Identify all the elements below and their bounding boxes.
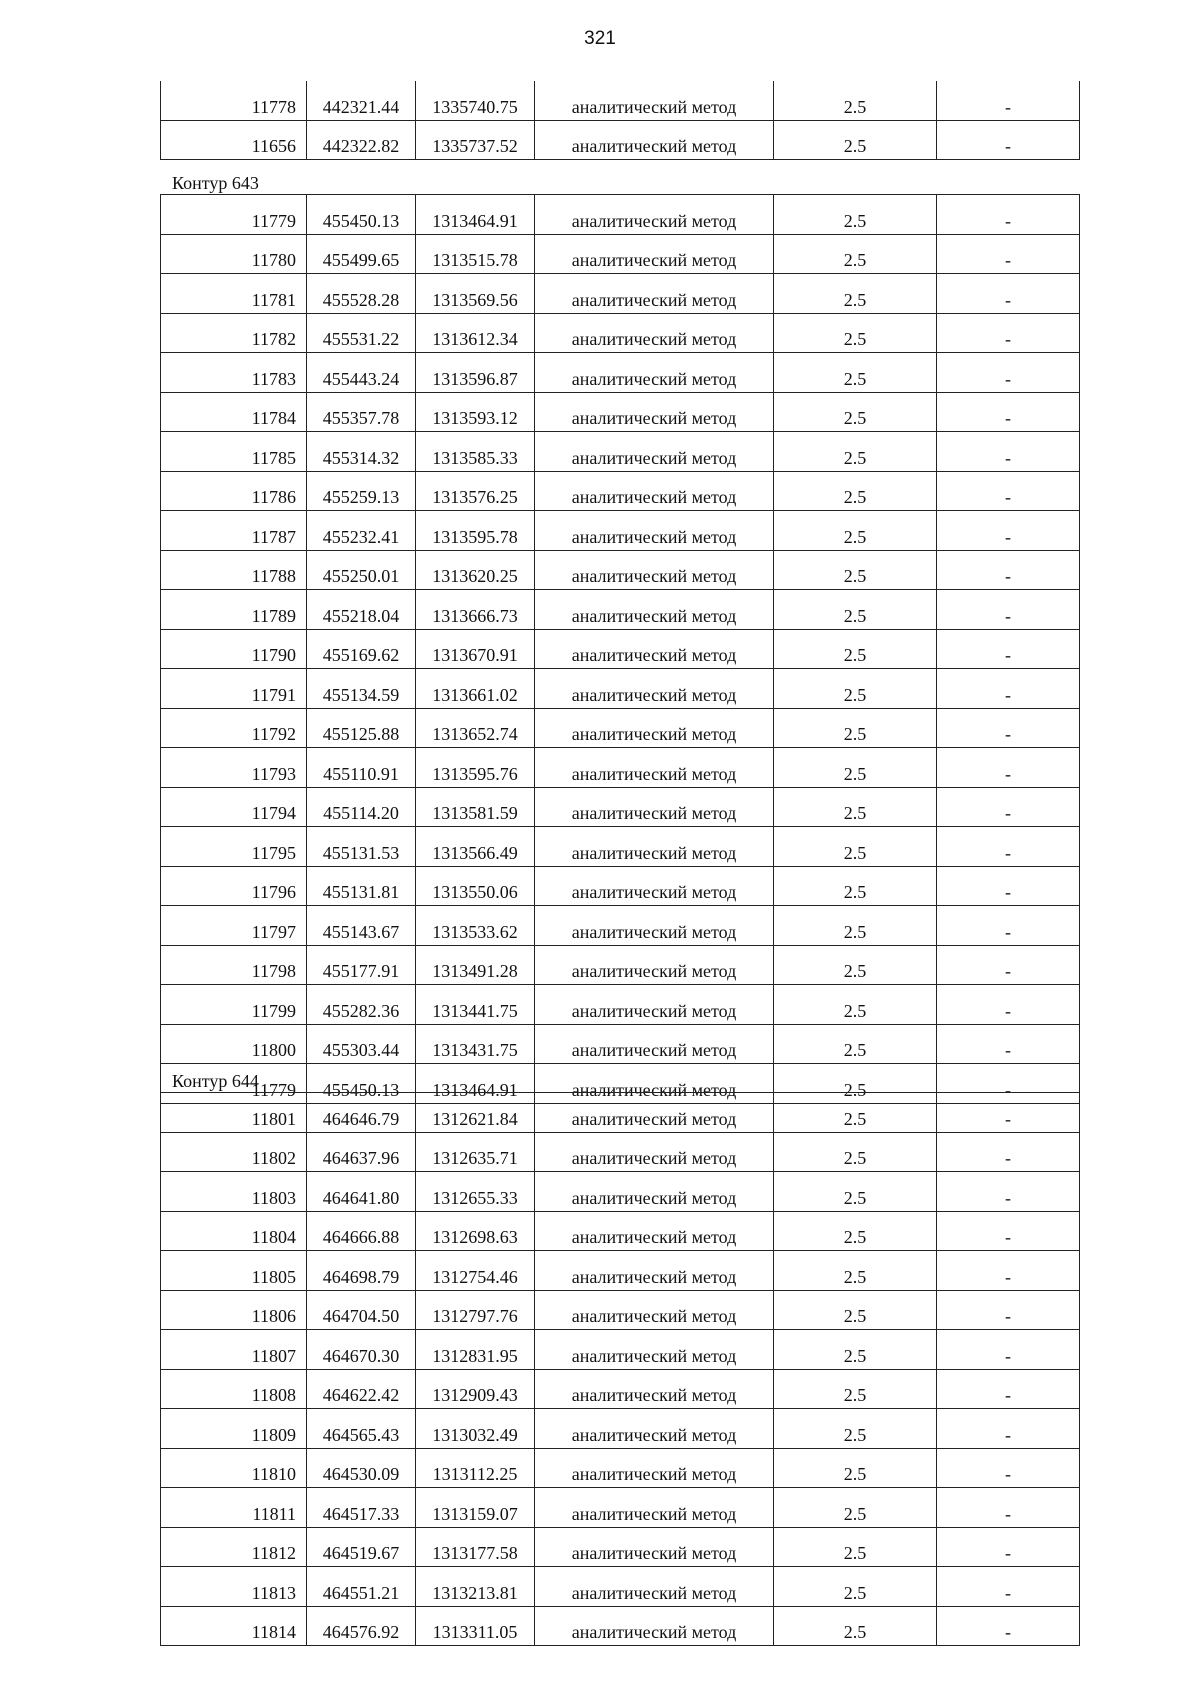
description-cell: - — [937, 985, 1080, 1025]
table-row — [161, 1024, 1080, 1064]
point-id-cell: 11656 — [161, 120, 307, 160]
method-cell: аналитический метод — [535, 748, 774, 788]
accuracy-cell: 2.5 — [774, 274, 937, 314]
description-cell: - — [937, 1448, 1080, 1488]
table-row — [161, 629, 1080, 669]
x-coordinate-cell: 455131.81 — [307, 866, 416, 906]
table-row — [161, 906, 1080, 946]
point-id-cell: 11812 — [161, 1527, 307, 1567]
table-block-contour-643 — [160, 194, 1074, 1104]
y-coordinate-cell: 1313311.05 — [416, 1606, 535, 1646]
method-cell: аналитический метод — [535, 945, 774, 985]
description-cell: - — [937, 274, 1080, 314]
x-coordinate-cell: 455528.28 — [307, 274, 416, 314]
contour-label: Контур 644 — [172, 1071, 259, 1091]
y-coordinate-cell: 1313566.49 — [416, 827, 535, 867]
description-cell: - — [937, 1330, 1080, 1370]
point-id-cell: 11783 — [161, 353, 307, 393]
y-coordinate-cell: 1312698.63 — [416, 1211, 535, 1251]
description-cell: - — [937, 1290, 1080, 1330]
x-coordinate-cell: 464576.92 — [307, 1606, 416, 1646]
x-coordinate-cell: 455250.01 — [307, 550, 416, 590]
point-id-cell: 11781 — [161, 274, 307, 314]
accuracy-cell: 2.5 — [774, 1448, 937, 1488]
accuracy-cell: 2.5 — [774, 1064, 937, 1104]
method-cell: аналитический метод — [535, 1172, 774, 1212]
method-cell: аналитический метод — [535, 234, 774, 274]
accuracy-cell: 2.5 — [774, 432, 937, 472]
y-coordinate-cell: 1312797.76 — [416, 1290, 535, 1330]
description-cell: - — [937, 1132, 1080, 1172]
description-cell: - — [937, 629, 1080, 669]
table-row — [161, 1606, 1080, 1646]
y-coordinate-cell: 1313661.02 — [416, 669, 535, 709]
accuracy-cell: 2.5 — [774, 353, 937, 393]
point-id-cell: 11794 — [161, 787, 307, 827]
method-cell: аналитический метод — [535, 471, 774, 511]
method-cell: аналитический метод — [535, 195, 774, 235]
description-cell: - — [937, 1567, 1080, 1607]
y-coordinate-cell: 1313112.25 — [416, 1448, 535, 1488]
point-id-cell: 11809 — [161, 1409, 307, 1449]
description-cell: - — [937, 1251, 1080, 1291]
method-cell: аналитический метод — [535, 511, 774, 551]
point-id-cell: 11805 — [161, 1251, 307, 1291]
table-row — [161, 313, 1080, 353]
method-cell: аналитический метод — [535, 1132, 774, 1172]
x-coordinate-cell: 442321.44 — [307, 81, 416, 120]
point-id-cell: 11793 — [161, 748, 307, 788]
y-coordinate-cell: 1312635.71 — [416, 1132, 535, 1172]
point-id-cell: 11792 — [161, 708, 307, 748]
table-row — [161, 120, 1080, 160]
method-cell: аналитический метод — [535, 1290, 774, 1330]
table-row — [161, 195, 1080, 235]
x-coordinate-cell: 455259.13 — [307, 471, 416, 511]
point-id-cell: 11811 — [161, 1488, 307, 1528]
description-cell: - — [937, 1211, 1080, 1251]
point-id-cell: 11799 — [161, 985, 307, 1025]
accuracy-cell: 2.5 — [774, 1132, 937, 1172]
point-id-cell: 11804 — [161, 1211, 307, 1251]
description-cell: - — [937, 81, 1080, 120]
point-id-cell: 11808 — [161, 1369, 307, 1409]
description-cell: - — [937, 1024, 1080, 1064]
x-coordinate-cell: 464519.67 — [307, 1527, 416, 1567]
description-cell: - — [937, 550, 1080, 590]
y-coordinate-cell: 1313464.91 — [416, 1064, 535, 1104]
x-coordinate-cell: 464622.42 — [307, 1369, 416, 1409]
method-cell: аналитический метод — [535, 590, 774, 630]
table-row — [161, 1567, 1080, 1607]
description-cell: - — [937, 313, 1080, 353]
x-coordinate-cell: 464666.88 — [307, 1211, 416, 1251]
method-cell: аналитический метод — [535, 550, 774, 590]
method-cell: аналитический метод — [535, 1330, 774, 1370]
description-cell: - — [937, 866, 1080, 906]
description-cell: - — [937, 1064, 1080, 1104]
method-cell: аналитический метод — [535, 985, 774, 1025]
point-id-cell: 11813 — [161, 1567, 307, 1607]
coordinates-table — [160, 194, 1080, 1104]
table-row — [161, 1251, 1080, 1291]
x-coordinate-cell: 455303.44 — [307, 1024, 416, 1064]
y-coordinate-cell: 1313593.12 — [416, 392, 535, 432]
accuracy-cell: 2.5 — [774, 866, 937, 906]
accuracy-cell: 2.5 — [774, 511, 937, 551]
accuracy-cell: 2.5 — [774, 1211, 937, 1251]
y-coordinate-cell: 1313670.91 — [416, 629, 535, 669]
y-coordinate-cell: 1313159.07 — [416, 1488, 535, 1528]
accuracy-cell: 2.5 — [774, 1369, 937, 1409]
description-cell: - — [937, 827, 1080, 867]
x-coordinate-cell: 464565.43 — [307, 1409, 416, 1449]
accuracy-cell: 2.5 — [774, 906, 937, 946]
method-cell: аналитический метод — [535, 432, 774, 472]
y-coordinate-cell: 1313491.28 — [416, 945, 535, 985]
table-row — [161, 1132, 1080, 1172]
method-cell: аналитический метод — [535, 1211, 774, 1251]
table-row — [161, 550, 1080, 590]
accuracy-cell: 2.5 — [774, 1606, 937, 1646]
y-coordinate-cell: 1312655.33 — [416, 1172, 535, 1212]
x-coordinate-cell: 455531.22 — [307, 313, 416, 353]
accuracy-cell: 2.5 — [774, 1488, 937, 1528]
x-coordinate-cell: 455314.32 — [307, 432, 416, 472]
point-id-cell: 11785 — [161, 432, 307, 472]
point-id-cell: 11800 — [161, 1024, 307, 1064]
accuracy-cell: 2.5 — [774, 81, 937, 120]
contour-label: Контур 643 — [172, 173, 259, 193]
x-coordinate-cell: 455357.78 — [307, 392, 416, 432]
x-coordinate-cell: 455443.24 — [307, 353, 416, 393]
method-cell: аналитический метод — [535, 274, 774, 314]
accuracy-cell: 2.5 — [774, 120, 937, 160]
description-cell: - — [937, 669, 1080, 709]
page-number: 321 — [584, 28, 616, 49]
x-coordinate-cell: 455282.36 — [307, 985, 416, 1025]
table-row — [161, 392, 1080, 432]
y-coordinate-cell: 1313576.25 — [416, 471, 535, 511]
point-id-cell: 11806 — [161, 1290, 307, 1330]
point-id-cell: 11791 — [161, 669, 307, 709]
y-coordinate-cell: 1313585.33 — [416, 432, 535, 472]
method-cell: аналитический метод — [535, 353, 774, 393]
description-cell: - — [937, 787, 1080, 827]
description-cell: - — [937, 120, 1080, 160]
y-coordinate-cell: 1313612.34 — [416, 313, 535, 353]
method-cell: аналитический метод — [535, 1567, 774, 1607]
table-row — [161, 1409, 1080, 1449]
y-coordinate-cell: 1335740.75 — [416, 81, 535, 120]
x-coordinate-cell: 455134.59 — [307, 669, 416, 709]
point-id-cell: 11786 — [161, 471, 307, 511]
table-row — [161, 787, 1080, 827]
method-cell: аналитический метод — [535, 1409, 774, 1449]
description-cell: - — [937, 1527, 1080, 1567]
description-cell: - — [937, 234, 1080, 274]
accuracy-cell: 2.5 — [774, 827, 937, 867]
method-cell: аналитический метод — [535, 1606, 774, 1646]
table-row — [161, 432, 1080, 472]
y-coordinate-cell: 1312909.43 — [416, 1369, 535, 1409]
x-coordinate-cell: 455450.13 — [307, 195, 416, 235]
y-coordinate-cell: 1313032.49 — [416, 1409, 535, 1449]
table-row — [161, 1448, 1080, 1488]
description-cell: - — [937, 1488, 1080, 1528]
y-coordinate-cell: 1313177.58 — [416, 1527, 535, 1567]
accuracy-cell: 2.5 — [774, 1024, 937, 1064]
accuracy-cell: 2.5 — [774, 787, 937, 827]
y-coordinate-cell: 1313464.91 — [416, 195, 535, 235]
y-coordinate-cell: 1313596.87 — [416, 353, 535, 393]
point-id-cell: 11810 — [161, 1448, 307, 1488]
point-id-cell: 11796 — [161, 866, 307, 906]
accuracy-cell: 2.5 — [774, 748, 937, 788]
accuracy-cell: 2.5 — [774, 1093, 937, 1133]
point-id-cell: 11803 — [161, 1172, 307, 1212]
method-cell: аналитический метод — [535, 827, 774, 867]
method-cell: аналитический метод — [535, 1448, 774, 1488]
description-cell: - — [937, 1369, 1080, 1409]
description-cell: - — [937, 471, 1080, 511]
x-coordinate-cell: 455169.62 — [307, 629, 416, 669]
method-cell: аналитический метод — [535, 1064, 774, 1104]
table-row — [161, 1369, 1080, 1409]
point-id-cell: 11784 — [161, 392, 307, 432]
method-cell: аналитический метод — [535, 313, 774, 353]
accuracy-cell: 2.5 — [774, 629, 937, 669]
accuracy-cell: 2.5 — [774, 590, 937, 630]
point-id-cell: 11795 — [161, 827, 307, 867]
method-cell: аналитический метод — [535, 866, 774, 906]
method-cell: аналитический метод — [535, 81, 774, 120]
table-block-continued — [160, 81, 1074, 160]
point-id-cell: 11779 — [161, 1064, 307, 1104]
method-cell: аналитический метод — [535, 120, 774, 160]
x-coordinate-cell: 464637.96 — [307, 1132, 416, 1172]
y-coordinate-cell: 1313213.81 — [416, 1567, 535, 1607]
method-cell: аналитический метод — [535, 787, 774, 827]
x-coordinate-cell: 455218.04 — [307, 590, 416, 630]
table-row — [161, 471, 1080, 511]
method-cell: аналитический метод — [535, 1024, 774, 1064]
x-coordinate-cell: 464517.33 — [307, 1488, 416, 1528]
x-coordinate-cell: 442322.82 — [307, 120, 416, 160]
y-coordinate-cell: 1313441.75 — [416, 985, 535, 1025]
x-coordinate-cell: 455131.53 — [307, 827, 416, 867]
y-coordinate-cell: 1313666.73 — [416, 590, 535, 630]
method-cell: аналитический метод — [535, 1369, 774, 1409]
x-coordinate-cell: 464670.30 — [307, 1330, 416, 1370]
accuracy-cell: 2.5 — [774, 1409, 937, 1449]
table-row — [161, 1172, 1080, 1212]
method-cell: аналитический метод — [535, 629, 774, 669]
table-row — [161, 1211, 1080, 1251]
x-coordinate-cell: 464704.50 — [307, 1290, 416, 1330]
accuracy-cell: 2.5 — [774, 1330, 937, 1370]
description-cell: - — [937, 1093, 1080, 1133]
point-id-cell: 11782 — [161, 313, 307, 353]
x-coordinate-cell: 455499.65 — [307, 234, 416, 274]
table-row — [161, 1488, 1080, 1528]
table-row — [161, 866, 1080, 906]
y-coordinate-cell: 1313620.25 — [416, 550, 535, 590]
y-coordinate-cell: 1313652.74 — [416, 708, 535, 748]
table-row — [161, 1527, 1080, 1567]
method-cell: аналитический метод — [535, 708, 774, 748]
description-cell: - — [937, 353, 1080, 393]
x-coordinate-cell: 464551.21 — [307, 1567, 416, 1607]
x-coordinate-cell: 455125.88 — [307, 708, 416, 748]
coordinates-table — [160, 81, 1080, 160]
accuracy-cell: 2.5 — [774, 550, 937, 590]
description-cell: - — [937, 1172, 1080, 1212]
point-id-cell: 11802 — [161, 1132, 307, 1172]
accuracy-cell: 2.5 — [774, 669, 937, 709]
point-id-cell: 11801 — [161, 1093, 307, 1133]
accuracy-cell: 2.5 — [774, 1251, 937, 1291]
y-coordinate-cell: 1313569.56 — [416, 274, 535, 314]
description-cell: - — [937, 432, 1080, 472]
method-cell: аналитический метод — [535, 906, 774, 946]
accuracy-cell: 2.5 — [774, 1527, 937, 1567]
method-cell: аналитический метод — [535, 1251, 774, 1291]
point-id-cell: 11788 — [161, 550, 307, 590]
x-coordinate-cell: 455450.13 — [307, 1064, 416, 1104]
y-coordinate-cell: 1313581.59 — [416, 787, 535, 827]
x-coordinate-cell: 455232.41 — [307, 511, 416, 551]
description-cell: - — [937, 195, 1080, 235]
method-cell: аналитический метод — [535, 392, 774, 432]
description-cell: - — [937, 945, 1080, 985]
description-cell: - — [937, 1409, 1080, 1449]
accuracy-cell: 2.5 — [774, 313, 937, 353]
table-row — [161, 274, 1080, 314]
table-row — [161, 748, 1080, 788]
description-cell: - — [937, 906, 1080, 946]
y-coordinate-cell: 1312621.84 — [416, 1093, 535, 1133]
table-row — [161, 511, 1080, 551]
point-id-cell: 11778 — [161, 81, 307, 120]
table-row — [161, 81, 1080, 120]
accuracy-cell: 2.5 — [774, 392, 937, 432]
point-id-cell: 11779 — [161, 195, 307, 235]
table-row — [161, 353, 1080, 393]
point-id-cell: 11789 — [161, 590, 307, 630]
y-coordinate-cell: 1313550.06 — [416, 866, 535, 906]
table-row — [161, 708, 1080, 748]
description-cell: - — [937, 708, 1080, 748]
accuracy-cell: 2.5 — [774, 1290, 937, 1330]
accuracy-cell: 2.5 — [774, 471, 937, 511]
y-coordinate-cell: 1313595.76 — [416, 748, 535, 788]
point-id-cell: 11807 — [161, 1330, 307, 1370]
y-coordinate-cell: 1313595.78 — [416, 511, 535, 551]
method-cell: аналитический метод — [535, 1488, 774, 1528]
accuracy-cell: 2.5 — [774, 195, 937, 235]
y-coordinate-cell: 1312754.46 — [416, 1251, 535, 1291]
table-row — [161, 945, 1080, 985]
point-id-cell: 11797 — [161, 906, 307, 946]
method-cell: аналитический метод — [535, 1093, 774, 1133]
x-coordinate-cell: 464641.80 — [307, 1172, 416, 1212]
table-row — [161, 669, 1080, 709]
accuracy-cell: 2.5 — [774, 234, 937, 274]
x-coordinate-cell: 455177.91 — [307, 945, 416, 985]
point-id-cell: 11780 — [161, 234, 307, 274]
table-row — [161, 1290, 1080, 1330]
accuracy-cell: 2.5 — [774, 708, 937, 748]
description-cell: - — [937, 748, 1080, 788]
x-coordinate-cell: 455143.67 — [307, 906, 416, 946]
method-cell: аналитический метод — [535, 669, 774, 709]
accuracy-cell: 2.5 — [774, 985, 937, 1025]
point-id-cell: 11814 — [161, 1606, 307, 1646]
y-coordinate-cell: 1313431.75 — [416, 1024, 535, 1064]
accuracy-cell: 2.5 — [774, 945, 937, 985]
y-coordinate-cell: 1313515.78 — [416, 234, 535, 274]
point-id-cell: 11798 — [161, 945, 307, 985]
y-coordinate-cell: 1313533.62 — [416, 906, 535, 946]
point-id-cell: 11790 — [161, 629, 307, 669]
table-row — [161, 234, 1080, 274]
point-id-cell: 11787 — [161, 511, 307, 551]
y-coordinate-cell: 1335737.52 — [416, 120, 535, 160]
x-coordinate-cell: 455110.91 — [307, 748, 416, 788]
table-row — [161, 590, 1080, 630]
x-coordinate-cell: 464698.79 — [307, 1251, 416, 1291]
x-coordinate-cell: 464646.79 — [307, 1093, 416, 1133]
table-row — [161, 1093, 1080, 1133]
description-cell: - — [937, 511, 1080, 551]
table-row — [161, 827, 1080, 867]
y-coordinate-cell: 1312831.95 — [416, 1330, 535, 1370]
accuracy-cell: 2.5 — [774, 1172, 937, 1212]
description-cell: - — [937, 392, 1080, 432]
table-row — [161, 985, 1080, 1025]
description-cell: - — [937, 1606, 1080, 1646]
method-cell: аналитический метод — [535, 1527, 774, 1567]
table-block-contour-644 — [160, 1092, 1074, 1646]
x-coordinate-cell: 464530.09 — [307, 1448, 416, 1488]
accuracy-cell: 2.5 — [774, 1567, 937, 1607]
description-cell: - — [937, 590, 1080, 630]
table-row — [161, 1330, 1080, 1370]
coordinates-table — [160, 1092, 1080, 1646]
x-coordinate-cell: 455114.20 — [307, 787, 416, 827]
